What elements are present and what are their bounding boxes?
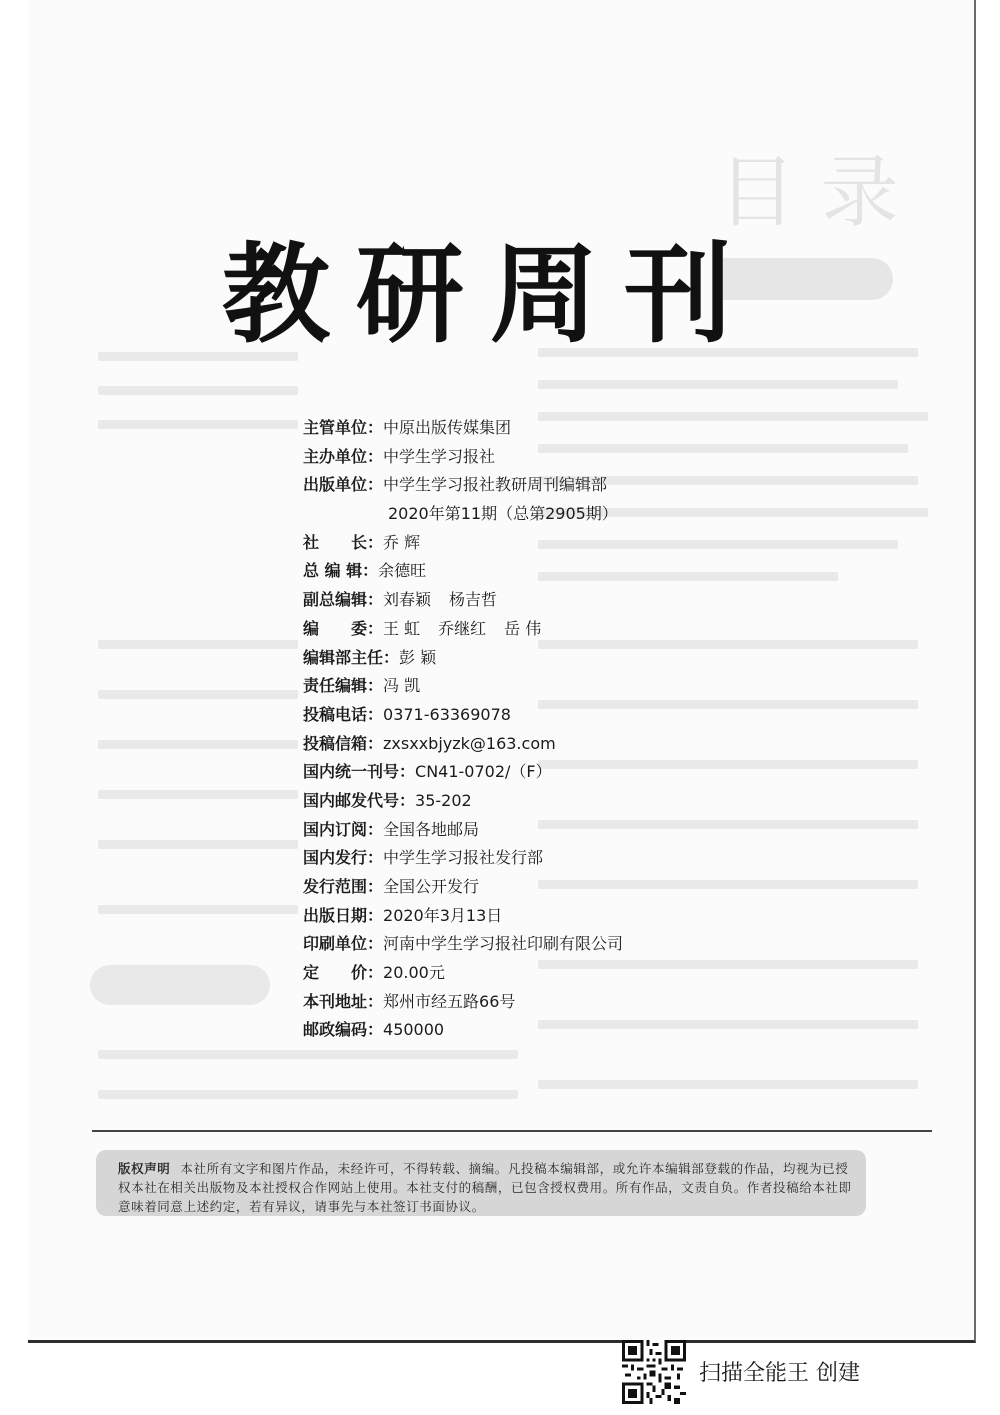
info-row-publisher: 出版单位： 中学生学习报社教研周刊编辑部: [303, 475, 608, 495]
info-row-price: 定 价： 20.00元: [303, 963, 445, 983]
copyright-notice-text: 本社所有文字和图片作品，未经许可，不得转载、摘编。凡投稿本编辑部，或允许本编辑部登载的作品，均视为已授权本社在相关出版物及本社授权合作网站上使用。本社支付的稿酬，已包含授权费用。所有作品，文责自负。作者投稿给本社即意味着同意上述约定，若有异议，请事先与本社签订书面协议。: [118, 1161, 852, 1214]
scanner-brand-text: 扫描全能王 创建: [699, 1361, 860, 1386]
info-row-printer: 印刷单位： 河南中学生学习报社印刷有限公司: [303, 934, 624, 954]
section-divider: [92, 1130, 932, 1132]
info-row-deputy-editors: 副总编辑： 刘春颖 杨吉哲: [303, 590, 498, 610]
info-row-subscription: 国内订阅： 全国各地邮局: [303, 819, 480, 839]
info-row-supervisor: 主管单位： 中原出版传媒集团: [303, 418, 512, 437]
info-row-president: 社 长： 乔 辉: [303, 532, 421, 552]
info-row-department-head: 编辑部主任： 彭 颖: [303, 647, 437, 667]
qr-code-icon: [622, 1340, 686, 1404]
info-row-submission-phone: 投稿电话： 0371-63369078: [303, 704, 511, 724]
info-row-zip-code: 邮政编码： 450000: [303, 1020, 445, 1040]
info-row-publish-date: 出版日期： 2020年3月13日: [303, 905, 503, 925]
copyright-notice: [96, 1150, 866, 1216]
info-row-address: 本刊地址： 郑州市经五路66号: [303, 991, 516, 1011]
info-row-postal-code-number: 国内邮发代号： 35-202: [303, 790, 472, 810]
scanner-watermark: [622, 1340, 902, 1406]
info-row-submission-email: 投稿信箱： zxsxxbjyzk@163.com: [303, 733, 556, 753]
copyright-notice-label: 版权声明: [118, 1161, 171, 1176]
info-row-distribution-scope: 发行范围： 全国公开发行: [303, 877, 480, 896]
info-row-distribution: 国内发行： 中学生学习报社发行部: [303, 848, 544, 868]
magazine-masthead: 教研周刊: [222, 232, 759, 358]
bleed-through-heading: 目 录: [718, 148, 899, 238]
publication-info-list: [303, 414, 623, 1045]
info-row-responsible-editor: 责任编辑： 冯 凯: [303, 676, 421, 696]
info-row-cn-number: 国内统一刊号： CN41-0702/（F）: [303, 762, 552, 782]
info-row-sponsor: 主办单位： 中学生学习报社: [303, 446, 496, 466]
info-row-issue: 2020年第11期（总第2905期）: [388, 504, 618, 524]
info-row-editorial-board: 编 委： 王 虹 乔继红 岳 伟: [303, 618, 542, 638]
info-row-chief-editor: 总 编 辑： 余德旺: [303, 561, 427, 581]
